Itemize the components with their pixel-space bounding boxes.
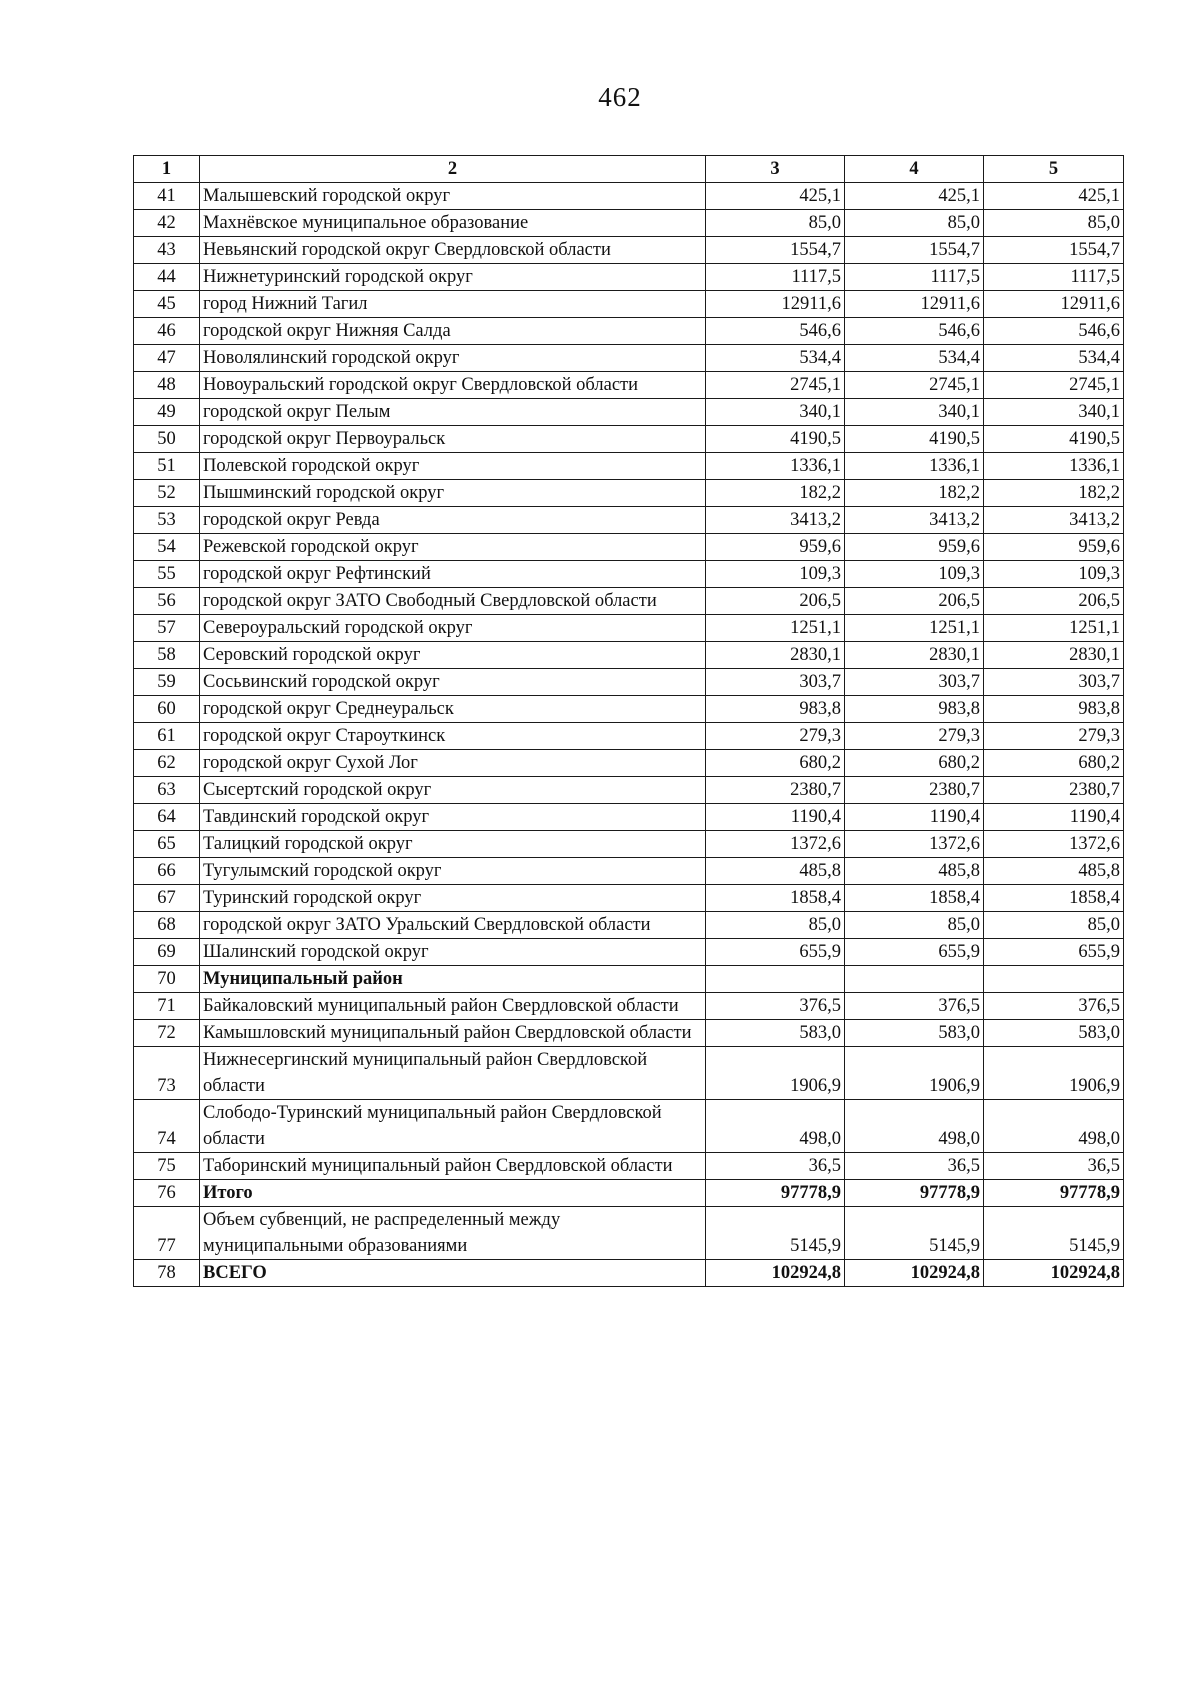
value-col-4: 102924,8 (845, 1260, 984, 1287)
municipality-name: Байкаловский муниципальный район Свердловской области (200, 993, 706, 1020)
value-col-3: 655,9 (706, 939, 845, 966)
table-row (134, 426, 1124, 453)
table-row (134, 912, 1124, 939)
value-col-4: 1372,6 (845, 831, 984, 858)
value-col-3: 3413,2 (706, 507, 845, 534)
value-col-5: 655,9 (984, 939, 1124, 966)
value-col-3: 485,8 (706, 858, 845, 885)
value-col-4: 983,8 (845, 696, 984, 723)
value-col-3: 340,1 (706, 399, 845, 426)
value-col-3: 1372,6 (706, 831, 845, 858)
municipality-name: Режевской городской округ (200, 534, 706, 561)
value-col-4: 1858,4 (845, 885, 984, 912)
table-row (134, 264, 1124, 291)
value-col-5: 680,2 (984, 750, 1124, 777)
row-number: 69 (134, 939, 200, 966)
value-col-4: 1251,1 (845, 615, 984, 642)
value-col-5: 1906,9 (984, 1047, 1124, 1100)
municipality-name: Невьянский городской округ Свердловской области (200, 237, 706, 264)
table-row (134, 696, 1124, 723)
municipality-name: Итого (200, 1180, 706, 1207)
value-col-4: 546,6 (845, 318, 984, 345)
row-number: 54 (134, 534, 200, 561)
value-col-4: 583,0 (845, 1020, 984, 1047)
value-col-3: 1117,5 (706, 264, 845, 291)
value-col-4: 12911,6 (845, 291, 984, 318)
municipality-name: Серовский городской округ (200, 642, 706, 669)
value-col-5: 2830,1 (984, 642, 1124, 669)
value-col-4: 85,0 (845, 912, 984, 939)
row-number: 61 (134, 723, 200, 750)
value-col-4: 376,5 (845, 993, 984, 1020)
value-col-5: 1372,6 (984, 831, 1124, 858)
value-col-4: 2745,1 (845, 372, 984, 399)
municipality-name: городской округ Рефтинский (200, 561, 706, 588)
value-col-3: 1251,1 (706, 615, 845, 642)
value-col-4: 97778,9 (845, 1180, 984, 1207)
value-col-3: 2830,1 (706, 642, 845, 669)
table-body (134, 183, 1124, 1287)
value-col-4: 959,6 (845, 534, 984, 561)
value-col-5: 1336,1 (984, 453, 1124, 480)
table-row (134, 588, 1124, 615)
row-number: 65 (134, 831, 200, 858)
municipality-name: Объем субвенций, не распределенный между муниципальными образованиями (200, 1207, 706, 1260)
table-row (134, 561, 1124, 588)
row-number: 66 (134, 858, 200, 885)
value-col-5: 583,0 (984, 1020, 1124, 1047)
value-col-3: 425,1 (706, 183, 845, 210)
value-col-5: 102924,8 (984, 1260, 1124, 1287)
value-col-4: 85,0 (845, 210, 984, 237)
table-row (134, 1260, 1124, 1287)
table-row (134, 183, 1124, 210)
table-row (134, 777, 1124, 804)
value-col-4: 1906,9 (845, 1047, 984, 1100)
value-col-4: 1554,7 (845, 237, 984, 264)
value-col-3: 182,2 (706, 480, 845, 507)
row-number: 57 (134, 615, 200, 642)
value-col-4: 279,3 (845, 723, 984, 750)
value-col-3: 546,6 (706, 318, 845, 345)
row-number: 64 (134, 804, 200, 831)
value-col-4: 1117,5 (845, 264, 984, 291)
table-row (134, 399, 1124, 426)
row-number: 78 (134, 1260, 200, 1287)
value-col-4: 2380,7 (845, 777, 984, 804)
value-col-3: 85,0 (706, 210, 845, 237)
row-number: 60 (134, 696, 200, 723)
value-col-5: 498,0 (984, 1100, 1124, 1153)
municipality-name: Новоуральский городской округ Свердловской области (200, 372, 706, 399)
table-row (134, 507, 1124, 534)
table-row (134, 1153, 1124, 1180)
column-header-value-3: 3 (706, 156, 845, 183)
value-col-5: 340,1 (984, 399, 1124, 426)
value-col-3: 303,7 (706, 669, 845, 696)
value-col-5: 959,6 (984, 534, 1124, 561)
value-col-3: 109,3 (706, 561, 845, 588)
value-col-3: 102924,8 (706, 1260, 845, 1287)
value-col-5: 36,5 (984, 1153, 1124, 1180)
row-number: 68 (134, 912, 200, 939)
value-col-5: 109,3 (984, 561, 1124, 588)
value-col-4: 3413,2 (845, 507, 984, 534)
value-col-3: 1554,7 (706, 237, 845, 264)
value-col-4: 1336,1 (845, 453, 984, 480)
value-col-3: 5145,9 (706, 1207, 845, 1260)
row-number: 53 (134, 507, 200, 534)
value-col-3: 959,6 (706, 534, 845, 561)
value-col-5: 2380,7 (984, 777, 1124, 804)
row-number: 71 (134, 993, 200, 1020)
row-number: 67 (134, 885, 200, 912)
value-col-3: 583,0 (706, 1020, 845, 1047)
value-col-4: 534,4 (845, 345, 984, 372)
table-row (134, 318, 1124, 345)
value-col-5: 3413,2 (984, 507, 1124, 534)
row-number: 47 (134, 345, 200, 372)
municipality-name: городской округ ЗАТО Свободный Свердловской области (200, 588, 706, 615)
table-row (134, 939, 1124, 966)
value-col-4: 2830,1 (845, 642, 984, 669)
value-col-5: 206,5 (984, 588, 1124, 615)
row-number: 49 (134, 399, 200, 426)
subventions-table (133, 155, 1124, 1287)
value-col-5 (984, 966, 1124, 993)
value-col-5: 303,7 (984, 669, 1124, 696)
value-col-3: 97778,9 (706, 1180, 845, 1207)
value-col-3: 206,5 (706, 588, 845, 615)
value-col-4: 425,1 (845, 183, 984, 210)
municipality-name: Нижнетуринский городской округ (200, 264, 706, 291)
table-row (134, 372, 1124, 399)
municipality-name: ВСЕГО (200, 1260, 706, 1287)
column-header-value-4: 4 (845, 156, 984, 183)
value-col-3: 4190,5 (706, 426, 845, 453)
row-number: 72 (134, 1020, 200, 1047)
municipality-name: Талицкий городской округ (200, 831, 706, 858)
column-header-number: 1 (134, 156, 200, 183)
row-number: 56 (134, 588, 200, 615)
page-number: 462 (598, 82, 642, 112)
row-number: 45 (134, 291, 200, 318)
municipality-name: Североуральский городской округ (200, 615, 706, 642)
value-col-3: 1858,4 (706, 885, 845, 912)
table-row (134, 804, 1124, 831)
value-col-5: 485,8 (984, 858, 1124, 885)
value-col-4: 206,5 (845, 588, 984, 615)
table-row (134, 237, 1124, 264)
table-row (134, 858, 1124, 885)
municipality-name: Сысертский городской округ (200, 777, 706, 804)
row-number: 52 (134, 480, 200, 507)
municipality-name: Таборинский муниципальный район Свердловской области (200, 1153, 706, 1180)
row-number: 44 (134, 264, 200, 291)
table-row (134, 750, 1124, 777)
value-col-5: 85,0 (984, 912, 1124, 939)
value-col-5: 546,6 (984, 318, 1124, 345)
row-number: 58 (134, 642, 200, 669)
municipality-name: Пышминский городской округ (200, 480, 706, 507)
column-header-name: 2 (200, 156, 706, 183)
value-col-4: 36,5 (845, 1153, 984, 1180)
municipality-name: Махнёвское муниципальное образование (200, 210, 706, 237)
value-col-4: 4190,5 (845, 426, 984, 453)
table-row (134, 480, 1124, 507)
value-col-5: 182,2 (984, 480, 1124, 507)
municipality-name: Тугулымский городской округ (200, 858, 706, 885)
value-col-3: 2380,7 (706, 777, 845, 804)
value-col-3: 1190,4 (706, 804, 845, 831)
row-number: 55 (134, 561, 200, 588)
value-col-3 (706, 966, 845, 993)
value-col-5: 376,5 (984, 993, 1124, 1020)
row-number: 74 (134, 1100, 200, 1153)
table-row (134, 345, 1124, 372)
municipality-name: городской округ ЗАТО Уральский Свердловской области (200, 912, 706, 939)
row-number: 75 (134, 1153, 200, 1180)
value-col-4: 498,0 (845, 1100, 984, 1153)
table-row (134, 1020, 1124, 1047)
row-number: 41 (134, 183, 200, 210)
column-header-value-5: 5 (984, 156, 1124, 183)
value-col-4: 303,7 (845, 669, 984, 696)
row-number: 48 (134, 372, 200, 399)
municipality-name: городской округ Сухой Лог (200, 750, 706, 777)
table-row (134, 723, 1124, 750)
table-row (134, 993, 1124, 1020)
value-col-5: 1251,1 (984, 615, 1124, 642)
municipality-name: Тавдинский городской округ (200, 804, 706, 831)
value-col-4: 485,8 (845, 858, 984, 885)
value-col-4: 340,1 (845, 399, 984, 426)
table-row (134, 966, 1124, 993)
value-col-3: 680,2 (706, 750, 845, 777)
value-col-5: 983,8 (984, 696, 1124, 723)
row-number: 42 (134, 210, 200, 237)
value-col-5: 85,0 (984, 210, 1124, 237)
value-col-4: 655,9 (845, 939, 984, 966)
municipality-name: городской округ Ревда (200, 507, 706, 534)
table-row (134, 831, 1124, 858)
table-row (134, 291, 1124, 318)
value-col-3: 534,4 (706, 345, 845, 372)
value-col-5: 534,4 (984, 345, 1124, 372)
row-number: 63 (134, 777, 200, 804)
table-row (134, 669, 1124, 696)
value-col-3: 1336,1 (706, 453, 845, 480)
value-col-5: 4190,5 (984, 426, 1124, 453)
value-col-3: 12911,6 (706, 291, 845, 318)
value-col-4: 1190,4 (845, 804, 984, 831)
municipality-name: Слободо-Туринский муниципальный район Свердловской области (200, 1100, 706, 1153)
value-col-5: 1554,7 (984, 237, 1124, 264)
municipality-name: городской округ Первоуральск (200, 426, 706, 453)
value-col-3: 279,3 (706, 723, 845, 750)
value-col-5: 97778,9 (984, 1180, 1124, 1207)
municipality-name: Полевской городской округ (200, 453, 706, 480)
row-number: 76 (134, 1180, 200, 1207)
municipality-name: Туринский городской округ (200, 885, 706, 912)
value-col-3: 2745,1 (706, 372, 845, 399)
table-row (134, 534, 1124, 561)
value-col-4: 5145,9 (845, 1207, 984, 1260)
row-number: 62 (134, 750, 200, 777)
value-col-5: 1117,5 (984, 264, 1124, 291)
row-number: 73 (134, 1047, 200, 1100)
row-number: 50 (134, 426, 200, 453)
value-col-5: 1858,4 (984, 885, 1124, 912)
row-number: 77 (134, 1207, 200, 1260)
value-col-3: 376,5 (706, 993, 845, 1020)
value-col-3: 85,0 (706, 912, 845, 939)
table-row (134, 453, 1124, 480)
table-header-row (134, 156, 1124, 183)
table-row (134, 885, 1124, 912)
municipality-name: городской округ Староуткинск (200, 723, 706, 750)
municipality-name: Шалинский городской округ (200, 939, 706, 966)
municipality-name: городской округ Нижняя Салда (200, 318, 706, 345)
table-row (134, 1100, 1124, 1153)
table-row (134, 642, 1124, 669)
municipality-name: Малышевский городской округ (200, 183, 706, 210)
value-col-5: 5145,9 (984, 1207, 1124, 1260)
table-row (134, 1207, 1124, 1260)
value-col-3: 983,8 (706, 696, 845, 723)
table-row (134, 1180, 1124, 1207)
value-col-3: 36,5 (706, 1153, 845, 1180)
value-col-4 (845, 966, 984, 993)
municipality-name: городской округ Пелым (200, 399, 706, 426)
row-number: 59 (134, 669, 200, 696)
table-row (134, 210, 1124, 237)
row-number: 51 (134, 453, 200, 480)
row-number: 43 (134, 237, 200, 264)
municipality-name: Камышловский муниципальный район Свердловской области (200, 1020, 706, 1047)
value-col-5: 2745,1 (984, 372, 1124, 399)
municipality-name: городской округ Среднеуральск (200, 696, 706, 723)
table-row (134, 1047, 1124, 1100)
value-col-3: 1906,9 (706, 1047, 845, 1100)
municipality-name: Сосьвинский городской округ (200, 669, 706, 696)
value-col-4: 182,2 (845, 480, 984, 507)
table-row (134, 615, 1124, 642)
row-number: 46 (134, 318, 200, 345)
municipality-name: Муниципальный район (200, 966, 706, 993)
value-col-4: 680,2 (845, 750, 984, 777)
row-number: 70 (134, 966, 200, 993)
municipality-name: Нижнесергинский муниципальный район Свердловской области (200, 1047, 706, 1100)
value-col-4: 109,3 (845, 561, 984, 588)
value-col-5: 1190,4 (984, 804, 1124, 831)
value-col-3: 498,0 (706, 1100, 845, 1153)
value-col-5: 279,3 (984, 723, 1124, 750)
value-col-5: 12911,6 (984, 291, 1124, 318)
value-col-5: 425,1 (984, 183, 1124, 210)
municipality-name: Новолялинский городской округ (200, 345, 706, 372)
municipality-name: город Нижний Тагил (200, 291, 706, 318)
